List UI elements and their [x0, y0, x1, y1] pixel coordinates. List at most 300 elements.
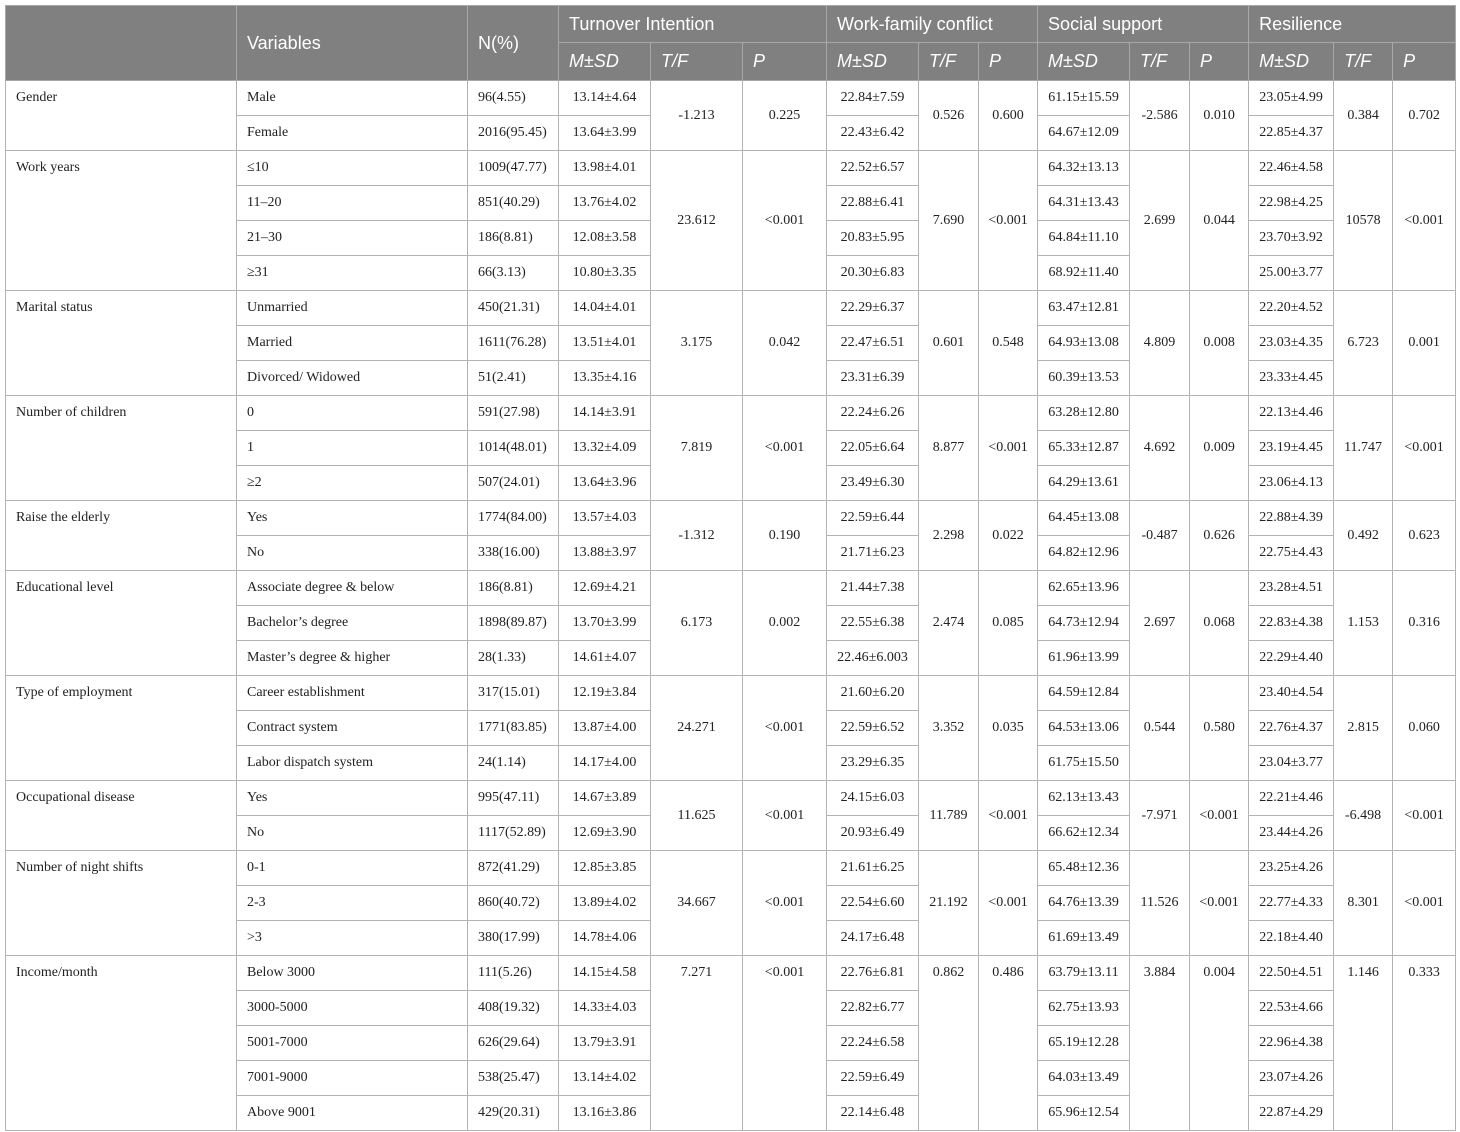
work-family-msd-cell: 21.60±6.20	[827, 676, 919, 711]
n-percent-cell: 338(16.00)	[468, 536, 559, 571]
level-cell: >3	[237, 921, 468, 956]
social-support-msd-cell: 62.75±13.93	[1038, 991, 1130, 1026]
level-cell: No	[237, 536, 468, 571]
turnover-msd-cell: 13.98±4.01	[559, 151, 651, 186]
turnover-msd-cell: 12.19±3.84	[559, 676, 651, 711]
subheader-tf: T/F	[919, 43, 979, 81]
turnover-msd-cell: 13.70±3.99	[559, 606, 651, 641]
social-support-p-cell: 0.044	[1190, 151, 1249, 291]
work-family-p-cell: 0.085	[979, 571, 1038, 676]
social-support-msd-cell: 64.73±12.94	[1038, 606, 1130, 641]
level-cell: Yes	[237, 501, 468, 536]
resilience-tf-cell: 6.723	[1334, 291, 1393, 396]
turnover-p-cell: 0.002	[743, 571, 827, 676]
table-row	[6, 396, 1456, 431]
table-row	[6, 571, 1456, 606]
turnover-msd-cell: 13.51±4.01	[559, 326, 651, 361]
level-cell: Career establishment	[237, 676, 468, 711]
level-cell: ≥31	[237, 256, 468, 291]
work-family-p-cell: <0.001	[979, 151, 1038, 291]
n-percent-cell: 1009(47.77)	[468, 151, 559, 186]
resilience-msd-cell: 22.87±4.29	[1249, 1096, 1334, 1131]
group-name: Marital status	[6, 291, 237, 396]
level-cell: 7001-9000	[237, 1061, 468, 1096]
social-support-tf-cell: 2.697	[1130, 571, 1190, 676]
resilience-msd-cell: 23.06±4.13	[1249, 466, 1334, 501]
resilience-msd-cell: 22.77±4.33	[1249, 886, 1334, 921]
turnover-p-cell: <0.001	[743, 781, 827, 851]
n-percent-cell: 538(25.47)	[468, 1061, 559, 1096]
work-family-p-cell: <0.001	[979, 781, 1038, 851]
work-family-msd-cell: 24.15±6.03	[827, 781, 919, 816]
resilience-msd-cell: 22.53±4.66	[1249, 991, 1334, 1026]
resilience-tf-cell: -6.498	[1334, 781, 1393, 851]
social-support-msd-cell: 64.53±13.06	[1038, 711, 1130, 746]
social-support-tf-cell: 11.526	[1130, 851, 1190, 956]
work-family-p-cell: <0.001	[979, 851, 1038, 956]
turnover-p-cell: <0.001	[743, 676, 827, 781]
resilience-p-cell: 0.316	[1393, 571, 1456, 676]
work-family-msd-cell: 22.43±6.42	[827, 116, 919, 151]
social-support-p-cell: <0.001	[1190, 851, 1249, 956]
work-family-tf-cell: 2.474	[919, 571, 979, 676]
work-family-tf-cell: 0.526	[919, 81, 979, 151]
header-n-percent: N(%)	[468, 6, 559, 81]
social-support-msd-cell: 64.59±12.84	[1038, 676, 1130, 711]
n-percent-cell: 450(21.31)	[468, 291, 559, 326]
subheader-p: P	[979, 43, 1038, 81]
resilience-p-cell: 0.001	[1393, 291, 1456, 396]
work-family-msd-cell: 22.54±6.60	[827, 886, 919, 921]
turnover-tf-cell: 24.271	[651, 676, 743, 781]
turnover-msd-cell: 14.15±4.58	[559, 956, 651, 991]
subheader-tf: T/F	[1334, 43, 1393, 81]
table-row	[6, 956, 1456, 991]
social-support-msd-cell: 64.67±12.09	[1038, 116, 1130, 151]
work-family-tf-cell: 0.862	[919, 956, 979, 1131]
resilience-msd-cell: 23.70±3.92	[1249, 221, 1334, 256]
turnover-msd-cell: 12.69±3.90	[559, 816, 651, 851]
work-family-p-cell: <0.001	[979, 396, 1038, 501]
turnover-msd-cell: 13.64±3.99	[559, 116, 651, 151]
social-support-p-cell: <0.001	[1190, 781, 1249, 851]
subheader-msd: M±SD	[1038, 43, 1130, 81]
work-family-msd-cell: 21.61±6.25	[827, 851, 919, 886]
n-percent-cell: 51(2.41)	[468, 361, 559, 396]
n-percent-cell: 186(8.81)	[468, 221, 559, 256]
group-name: Income/month	[6, 956, 237, 1131]
social-support-tf-cell: 4.809	[1130, 291, 1190, 396]
turnover-msd-cell: 13.57±4.03	[559, 501, 651, 536]
turnover-tf-cell: 34.667	[651, 851, 743, 956]
social-support-p-cell: 0.580	[1190, 676, 1249, 781]
turnover-tf-cell: 7.819	[651, 396, 743, 501]
social-support-tf-cell: 3.884	[1130, 956, 1190, 1131]
turnover-tf-cell: 3.175	[651, 291, 743, 396]
resilience-msd-cell: 22.85±4.37	[1249, 116, 1334, 151]
work-family-tf-cell: 21.192	[919, 851, 979, 956]
resilience-msd-cell: 22.76±4.37	[1249, 711, 1334, 746]
work-family-p-cell: 0.548	[979, 291, 1038, 396]
social-support-tf-cell: 4.692	[1130, 396, 1190, 501]
level-cell: 11–20	[237, 186, 468, 221]
work-family-p-cell: 0.035	[979, 676, 1038, 781]
social-support-msd-cell: 64.31±13.43	[1038, 186, 1130, 221]
turnover-msd-cell: 14.04±4.01	[559, 291, 651, 326]
resilience-msd-cell: 22.50±4.51	[1249, 956, 1334, 991]
table-row	[6, 81, 1456, 116]
turnover-msd-cell: 13.32±4.09	[559, 431, 651, 466]
group-name: Gender	[6, 81, 237, 151]
work-family-msd-cell: 22.24±6.58	[827, 1026, 919, 1061]
turnover-msd-cell: 13.35±4.16	[559, 361, 651, 396]
resilience-p-cell: <0.001	[1393, 396, 1456, 501]
social-support-tf-cell: -2.586	[1130, 81, 1190, 151]
social-support-p-cell: 0.068	[1190, 571, 1249, 676]
turnover-msd-cell: 13.14±4.02	[559, 1061, 651, 1096]
turnover-p-cell: 0.225	[743, 81, 827, 151]
n-percent-cell: 851(40.29)	[468, 186, 559, 221]
social-support-tf-cell: -0.487	[1130, 501, 1190, 571]
work-family-msd-cell: 23.29±6.35	[827, 746, 919, 781]
group-name: Raise the elderly	[6, 501, 237, 571]
turnover-msd-cell: 14.14±3.91	[559, 396, 651, 431]
level-cell: Master’s degree & higher	[237, 641, 468, 676]
turnover-p-cell: 0.042	[743, 291, 827, 396]
work-family-msd-cell: 20.30±6.83	[827, 256, 919, 291]
n-percent-cell: 860(40.72)	[468, 886, 559, 921]
turnover-p-cell: 0.190	[743, 501, 827, 571]
resilience-p-cell: 0.623	[1393, 501, 1456, 571]
subheader-p: P	[1393, 43, 1456, 81]
n-percent-cell: 111(5.26)	[468, 956, 559, 991]
social-support-msd-cell: 68.92±11.40	[1038, 256, 1130, 291]
turnover-msd-cell: 13.87±4.00	[559, 711, 651, 746]
work-family-msd-cell: 22.82±6.77	[827, 991, 919, 1026]
resilience-msd-cell: 23.44±4.26	[1249, 816, 1334, 851]
social-support-msd-cell: 64.82±12.96	[1038, 536, 1130, 571]
n-percent-cell: 186(8.81)	[468, 571, 559, 606]
resilience-msd-cell: 22.96±4.38	[1249, 1026, 1334, 1061]
n-percent-cell: 24(1.14)	[468, 746, 559, 781]
turnover-msd-cell: 13.14±4.64	[559, 81, 651, 116]
social-support-p-cell: 0.009	[1190, 396, 1249, 501]
work-family-tf-cell: 3.352	[919, 676, 979, 781]
subheader-tf: T/F	[1130, 43, 1190, 81]
header-work-family-conflict: Work-family conflict	[827, 6, 1038, 43]
work-family-msd-cell: 22.55±6.38	[827, 606, 919, 641]
social-support-msd-cell: 65.96±12.54	[1038, 1096, 1130, 1131]
work-family-msd-cell: 22.14±6.48	[827, 1096, 919, 1131]
resilience-msd-cell: 22.98±4.25	[1249, 186, 1334, 221]
n-percent-cell: 626(29.64)	[468, 1026, 559, 1061]
level-cell: 0	[237, 396, 468, 431]
subheader-msd: M±SD	[827, 43, 919, 81]
subheader-msd: M±SD	[1249, 43, 1334, 81]
work-family-msd-cell: 22.84±7.59	[827, 81, 919, 116]
table-row	[6, 851, 1456, 886]
social-support-msd-cell: 64.93±13.08	[1038, 326, 1130, 361]
level-cell: Male	[237, 81, 468, 116]
group-name: Number of children	[6, 396, 237, 501]
work-family-p-cell: 0.600	[979, 81, 1038, 151]
turnover-msd-cell: 14.61±4.07	[559, 641, 651, 676]
work-family-msd-cell: 22.05±6.64	[827, 431, 919, 466]
turnover-msd-cell: 13.89±4.02	[559, 886, 651, 921]
n-percent-cell: 507(24.01)	[468, 466, 559, 501]
social-support-msd-cell: 64.03±13.49	[1038, 1061, 1130, 1096]
work-family-msd-cell: 22.24±6.26	[827, 396, 919, 431]
social-support-msd-cell: 63.79±13.11	[1038, 956, 1130, 991]
results-table	[5, 5, 1456, 1131]
resilience-msd-cell: 22.20±4.52	[1249, 291, 1334, 326]
work-family-msd-cell: 22.76±6.81	[827, 956, 919, 991]
social-support-msd-cell: 63.28±12.80	[1038, 396, 1130, 431]
social-support-p-cell: 0.008	[1190, 291, 1249, 396]
resilience-tf-cell: 0.492	[1334, 501, 1393, 571]
n-percent-cell: 1117(52.89)	[468, 816, 559, 851]
work-family-msd-cell: 20.93±6.49	[827, 816, 919, 851]
resilience-tf-cell: 1.146	[1334, 956, 1393, 1131]
social-support-msd-cell: 63.47±12.81	[1038, 291, 1130, 326]
resilience-msd-cell: 22.18±4.40	[1249, 921, 1334, 956]
work-family-msd-cell: 22.59±6.49	[827, 1061, 919, 1096]
work-family-msd-cell: 21.71±6.23	[827, 536, 919, 571]
turnover-msd-cell: 13.76±4.02	[559, 186, 651, 221]
turnover-p-cell: <0.001	[743, 151, 827, 291]
n-percent-cell: 96(4.55)	[468, 81, 559, 116]
turnover-msd-cell: 13.79±3.91	[559, 1026, 651, 1061]
social-support-p-cell: 0.626	[1190, 501, 1249, 571]
table-body	[6, 81, 1456, 1131]
work-family-msd-cell: 21.44±7.38	[827, 571, 919, 606]
work-family-tf-cell: 8.877	[919, 396, 979, 501]
header-turnover-intention: Turnover Intention	[559, 6, 827, 43]
work-family-tf-cell: 7.690	[919, 151, 979, 291]
work-family-msd-cell: 22.88±6.41	[827, 186, 919, 221]
work-family-msd-cell: 22.47±6.51	[827, 326, 919, 361]
group-name: Type of employment	[6, 676, 237, 781]
turnover-tf-cell: 6.173	[651, 571, 743, 676]
level-cell: No	[237, 816, 468, 851]
social-support-msd-cell: 61.75±15.50	[1038, 746, 1130, 781]
turnover-msd-cell: 14.78±4.06	[559, 921, 651, 956]
level-cell: 5001-7000	[237, 1026, 468, 1061]
work-family-msd-cell: 22.59±6.44	[827, 501, 919, 536]
social-support-p-cell: 0.010	[1190, 81, 1249, 151]
level-cell: Above 9001	[237, 1096, 468, 1131]
social-support-msd-cell: 64.32±13.13	[1038, 151, 1130, 186]
resilience-tf-cell: 0.384	[1334, 81, 1393, 151]
header-blank	[6, 6, 237, 81]
resilience-msd-cell: 22.46±4.58	[1249, 151, 1334, 186]
social-support-msd-cell: 61.69±13.49	[1038, 921, 1130, 956]
resilience-msd-cell: 23.33±4.45	[1249, 361, 1334, 396]
work-family-msd-cell: 22.59±6.52	[827, 711, 919, 746]
social-support-msd-cell: 61.15±15.59	[1038, 81, 1130, 116]
work-family-p-cell: 0.486	[979, 956, 1038, 1131]
resilience-msd-cell: 22.75±4.43	[1249, 536, 1334, 571]
turnover-tf-cell: -1.213	[651, 81, 743, 151]
n-percent-cell: 317(15.01)	[468, 676, 559, 711]
resilience-tf-cell: 10578	[1334, 151, 1393, 291]
resilience-p-cell: <0.001	[1393, 151, 1456, 291]
level-cell: 3000-5000	[237, 991, 468, 1026]
header-social-support: Social support	[1038, 6, 1249, 43]
turnover-tf-cell: -1.312	[651, 501, 743, 571]
n-percent-cell: 995(47.11)	[468, 781, 559, 816]
turnover-msd-cell: 13.88±3.97	[559, 536, 651, 571]
group-name: Occupational disease	[6, 781, 237, 851]
level-cell: Yes	[237, 781, 468, 816]
work-family-msd-cell: 20.83±5.95	[827, 221, 919, 256]
resilience-msd-cell: 25.00±3.77	[1249, 256, 1334, 291]
level-cell: ≥2	[237, 466, 468, 501]
social-support-tf-cell: -7.971	[1130, 781, 1190, 851]
turnover-p-cell: <0.001	[743, 851, 827, 956]
n-percent-cell: 872(41.29)	[468, 851, 559, 886]
level-cell: 1	[237, 431, 468, 466]
subheader-msd: M±SD	[559, 43, 651, 81]
social-support-msd-cell: 60.39±13.53	[1038, 361, 1130, 396]
social-support-msd-cell: 61.96±13.99	[1038, 641, 1130, 676]
resilience-msd-cell: 23.40±4.54	[1249, 676, 1334, 711]
resilience-tf-cell: 1.153	[1334, 571, 1393, 676]
work-family-msd-cell: 23.31±6.39	[827, 361, 919, 396]
work-family-msd-cell: 22.29±6.37	[827, 291, 919, 326]
social-support-msd-cell: 64.45±13.08	[1038, 501, 1130, 536]
subheader-p: P	[1190, 43, 1249, 81]
resilience-msd-cell: 23.25±4.26	[1249, 851, 1334, 886]
resilience-p-cell: <0.001	[1393, 851, 1456, 956]
resilience-msd-cell: 23.03±4.35	[1249, 326, 1334, 361]
social-support-msd-cell: 66.62±12.34	[1038, 816, 1130, 851]
level-cell: 21–30	[237, 221, 468, 256]
turnover-msd-cell: 12.69±4.21	[559, 571, 651, 606]
n-percent-cell: 1611(76.28)	[468, 326, 559, 361]
turnover-tf-cell: 23.612	[651, 151, 743, 291]
n-percent-cell: 1774(84.00)	[468, 501, 559, 536]
work-family-p-cell: 0.022	[979, 501, 1038, 571]
work-family-msd-cell: 22.52±6.57	[827, 151, 919, 186]
social-support-msd-cell: 64.29±13.61	[1038, 466, 1130, 501]
resilience-msd-cell: 23.05±4.99	[1249, 81, 1334, 116]
resilience-msd-cell: 22.83±4.38	[1249, 606, 1334, 641]
social-support-msd-cell: 64.76±13.39	[1038, 886, 1130, 921]
resilience-msd-cell: 22.13±4.46	[1249, 396, 1334, 431]
social-support-msd-cell: 65.19±12.28	[1038, 1026, 1130, 1061]
social-support-p-cell: 0.004	[1190, 956, 1249, 1131]
social-support-msd-cell: 64.84±11.10	[1038, 221, 1130, 256]
social-support-msd-cell: 62.13±13.43	[1038, 781, 1130, 816]
turnover-msd-cell: 12.85±3.85	[559, 851, 651, 886]
resilience-msd-cell: 23.07±4.26	[1249, 1061, 1334, 1096]
table-row	[6, 151, 1456, 186]
level-cell: Contract system	[237, 711, 468, 746]
level-cell: Associate degree & below	[237, 571, 468, 606]
resilience-msd-cell: 23.04±3.77	[1249, 746, 1334, 781]
social-support-msd-cell: 65.33±12.87	[1038, 431, 1130, 466]
n-percent-cell: 2016(95.45)	[468, 116, 559, 151]
resilience-p-cell: 0.333	[1393, 956, 1456, 1131]
n-percent-cell: 1898(89.87)	[468, 606, 559, 641]
n-percent-cell: 28(1.33)	[468, 641, 559, 676]
level-cell: 0-1	[237, 851, 468, 886]
turnover-msd-cell: 14.17±4.00	[559, 746, 651, 781]
resilience-msd-cell: 22.21±4.46	[1249, 781, 1334, 816]
level-cell: Bachelor’s degree	[237, 606, 468, 641]
social-support-tf-cell: 2.699	[1130, 151, 1190, 291]
n-percent-cell: 429(20.31)	[468, 1096, 559, 1131]
level-cell: Unmarried	[237, 291, 468, 326]
turnover-msd-cell: 14.33±4.03	[559, 991, 651, 1026]
n-percent-cell: 1014(48.01)	[468, 431, 559, 466]
turnover-msd-cell: 13.16±3.86	[559, 1096, 651, 1131]
work-family-msd-cell: 24.17±6.48	[827, 921, 919, 956]
turnover-p-cell: <0.001	[743, 396, 827, 501]
level-cell: Female	[237, 116, 468, 151]
table-row	[6, 781, 1456, 816]
work-family-tf-cell: 2.298	[919, 501, 979, 571]
n-percent-cell: 66(3.13)	[468, 256, 559, 291]
table-row	[6, 501, 1456, 536]
n-percent-cell: 380(17.99)	[468, 921, 559, 956]
social-support-msd-cell: 65.48±12.36	[1038, 851, 1130, 886]
turnover-msd-cell: 12.08±3.58	[559, 221, 651, 256]
turnover-msd-cell: 13.64±3.96	[559, 466, 651, 501]
work-family-msd-cell: 23.49±6.30	[827, 466, 919, 501]
table-row	[6, 676, 1456, 711]
level-cell: Divorced/ Widowed	[237, 361, 468, 396]
resilience-msd-cell: 23.28±4.51	[1249, 571, 1334, 606]
work-family-msd-cell: 22.46±6.003	[827, 641, 919, 676]
subheader-tf: T/F	[651, 43, 743, 81]
resilience-p-cell: 0.060	[1393, 676, 1456, 781]
level-cell: Below 3000	[237, 956, 468, 991]
resilience-p-cell: <0.001	[1393, 781, 1456, 851]
n-percent-cell: 1771(83.85)	[468, 711, 559, 746]
work-family-tf-cell: 0.601	[919, 291, 979, 396]
resilience-tf-cell: 2.815	[1334, 676, 1393, 781]
resilience-tf-cell: 8.301	[1334, 851, 1393, 956]
resilience-tf-cell: 11.747	[1334, 396, 1393, 501]
turnover-tf-cell: 11.625	[651, 781, 743, 851]
level-cell: Married	[237, 326, 468, 361]
turnover-msd-cell: 14.67±3.89	[559, 781, 651, 816]
social-support-msd-cell: 62.65±13.96	[1038, 571, 1130, 606]
group-name: Educational level	[6, 571, 237, 676]
subheader-p: P	[743, 43, 827, 81]
turnover-msd-cell: 10.80±3.35	[559, 256, 651, 291]
resilience-p-cell: 0.702	[1393, 81, 1456, 151]
level-cell: Labor dispatch system	[237, 746, 468, 781]
resilience-msd-cell: 22.88±4.39	[1249, 501, 1334, 536]
social-support-tf-cell: 0.544	[1130, 676, 1190, 781]
header-variables: Variables	[237, 6, 468, 81]
work-family-tf-cell: 11.789	[919, 781, 979, 851]
turnover-tf-cell: 7.271	[651, 956, 743, 1131]
level-cell: ≤10	[237, 151, 468, 186]
header-resilience: Resilience	[1249, 6, 1456, 43]
group-name: Work years	[6, 151, 237, 291]
table-row	[6, 291, 1456, 326]
n-percent-cell: 591(27.98)	[468, 396, 559, 431]
resilience-msd-cell: 23.19±4.45	[1249, 431, 1334, 466]
turnover-p-cell: <0.001	[743, 956, 827, 1131]
resilience-msd-cell: 22.29±4.40	[1249, 641, 1334, 676]
table-header	[6, 6, 1456, 81]
level-cell: 2-3	[237, 886, 468, 921]
